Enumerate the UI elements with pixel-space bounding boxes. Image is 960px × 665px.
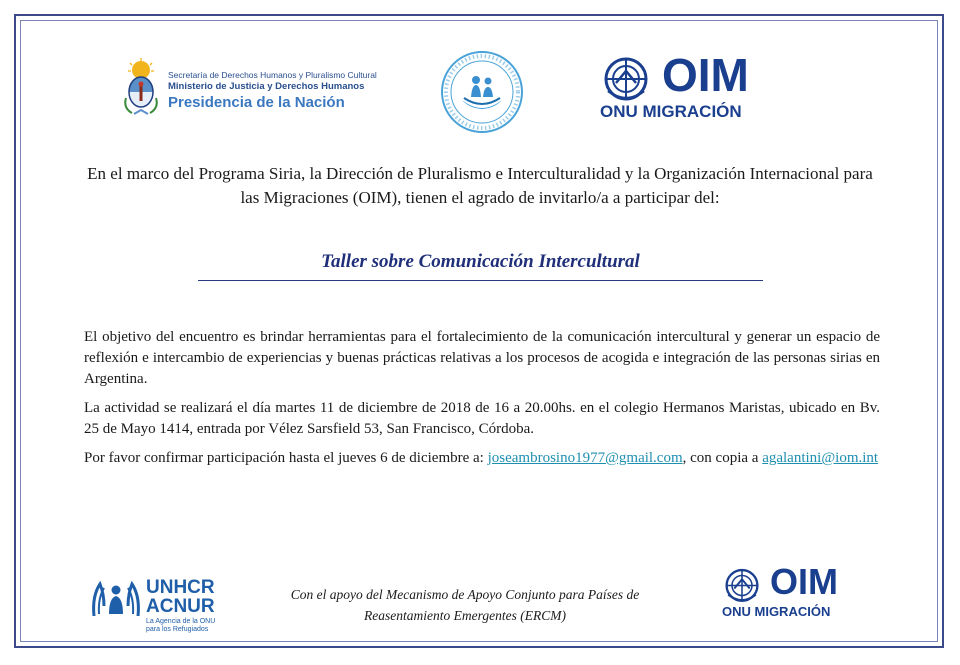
email-link-copy[interactable]: agalantini@iom.int <box>762 450 879 466</box>
hands-family-seal-icon <box>440 50 524 134</box>
rsvp-prefix: Por favor confirmar participación hasta el jueves 6 de diciembre a: <box>84 450 488 466</box>
ministry-name-text: Ministerio de Justicia y Derechos Humanos <box>168 81 365 92</box>
workshop-title: Taller sobre Comunicación Intercultural <box>321 251 640 272</box>
program-seal-logo <box>440 50 524 134</box>
email-link-primary[interactable]: joseambrosino1977@gmail.com <box>487 450 683 466</box>
unhcr-tagline-1: La Agencia de la ONU <box>146 618 216 625</box>
unhcr-tagline-2: para los Refugiados <box>146 626 209 633</box>
acnur-wordmark: ACNUR <box>146 596 215 617</box>
invitation-intro: En el marco del Programa Siria, la Dirección de Pluralismo e Interculturalidad y la Organización Internacional para las Migraciones (OIM), tienen el agrado de invitarlo/a a participar del: <box>87 164 873 207</box>
argentina-coat-of-arms-icon <box>120 58 162 118</box>
oim-wordmark: OIM <box>662 49 749 101</box>
oim-subtitle: ONU MIGRACIÓN <box>600 102 742 121</box>
un-globe-icon <box>722 567 762 607</box>
oim-logo-bottom <box>720 561 880 625</box>
objective-paragraph: El objetivo del encuentro es brindar herramientas para el fortalecimiento de la comunicación intercultural y generar un espacio de reflexión e intercambio de experiencias y buenas prácticas relativas a los procesos de acogida e integración de las personas sirias en Argentina. <box>84 329 880 387</box>
ministry-secretariat-text: Secretaría de Derechos Humanos y Pluralismo Cultural <box>168 70 377 80</box>
presidency-text: Presidencia de la Nación <box>168 94 345 111</box>
event-details-paragraph: La actividad se realizará el día martes 11 de diciembre de 2018 de 16 a 20.00hs. en el colegio Hermanos Maristas, ubicado en Bv. 25 de Mayo 1414, entrada por Vélez Sarsfield 53, San Francisco, Córdoba. <box>84 400 880 437</box>
oim-logo-top <box>598 49 778 125</box>
title-underline <box>198 280 763 281</box>
unhcr-logo <box>90 576 240 636</box>
unhcr-hands-icon <box>90 576 142 620</box>
oim-subtitle-bottom: ONU MIGRACIÓN <box>722 604 831 619</box>
support-text: Con el apoyo del Mecanismo de Apoyo Conjunto para Países de Reasentamiento Emergentes (ERCM) <box>290 587 640 623</box>
ministry-logo <box>120 58 390 118</box>
unhcr-wordmark: UNHCR <box>146 577 215 598</box>
un-globe-icon <box>600 55 652 107</box>
oim-wordmark-bottom: OIM <box>770 561 838 602</box>
rsvp-middle: , con copia a <box>682 450 763 466</box>
rsvp-paragraph <box>84 448 880 469</box>
